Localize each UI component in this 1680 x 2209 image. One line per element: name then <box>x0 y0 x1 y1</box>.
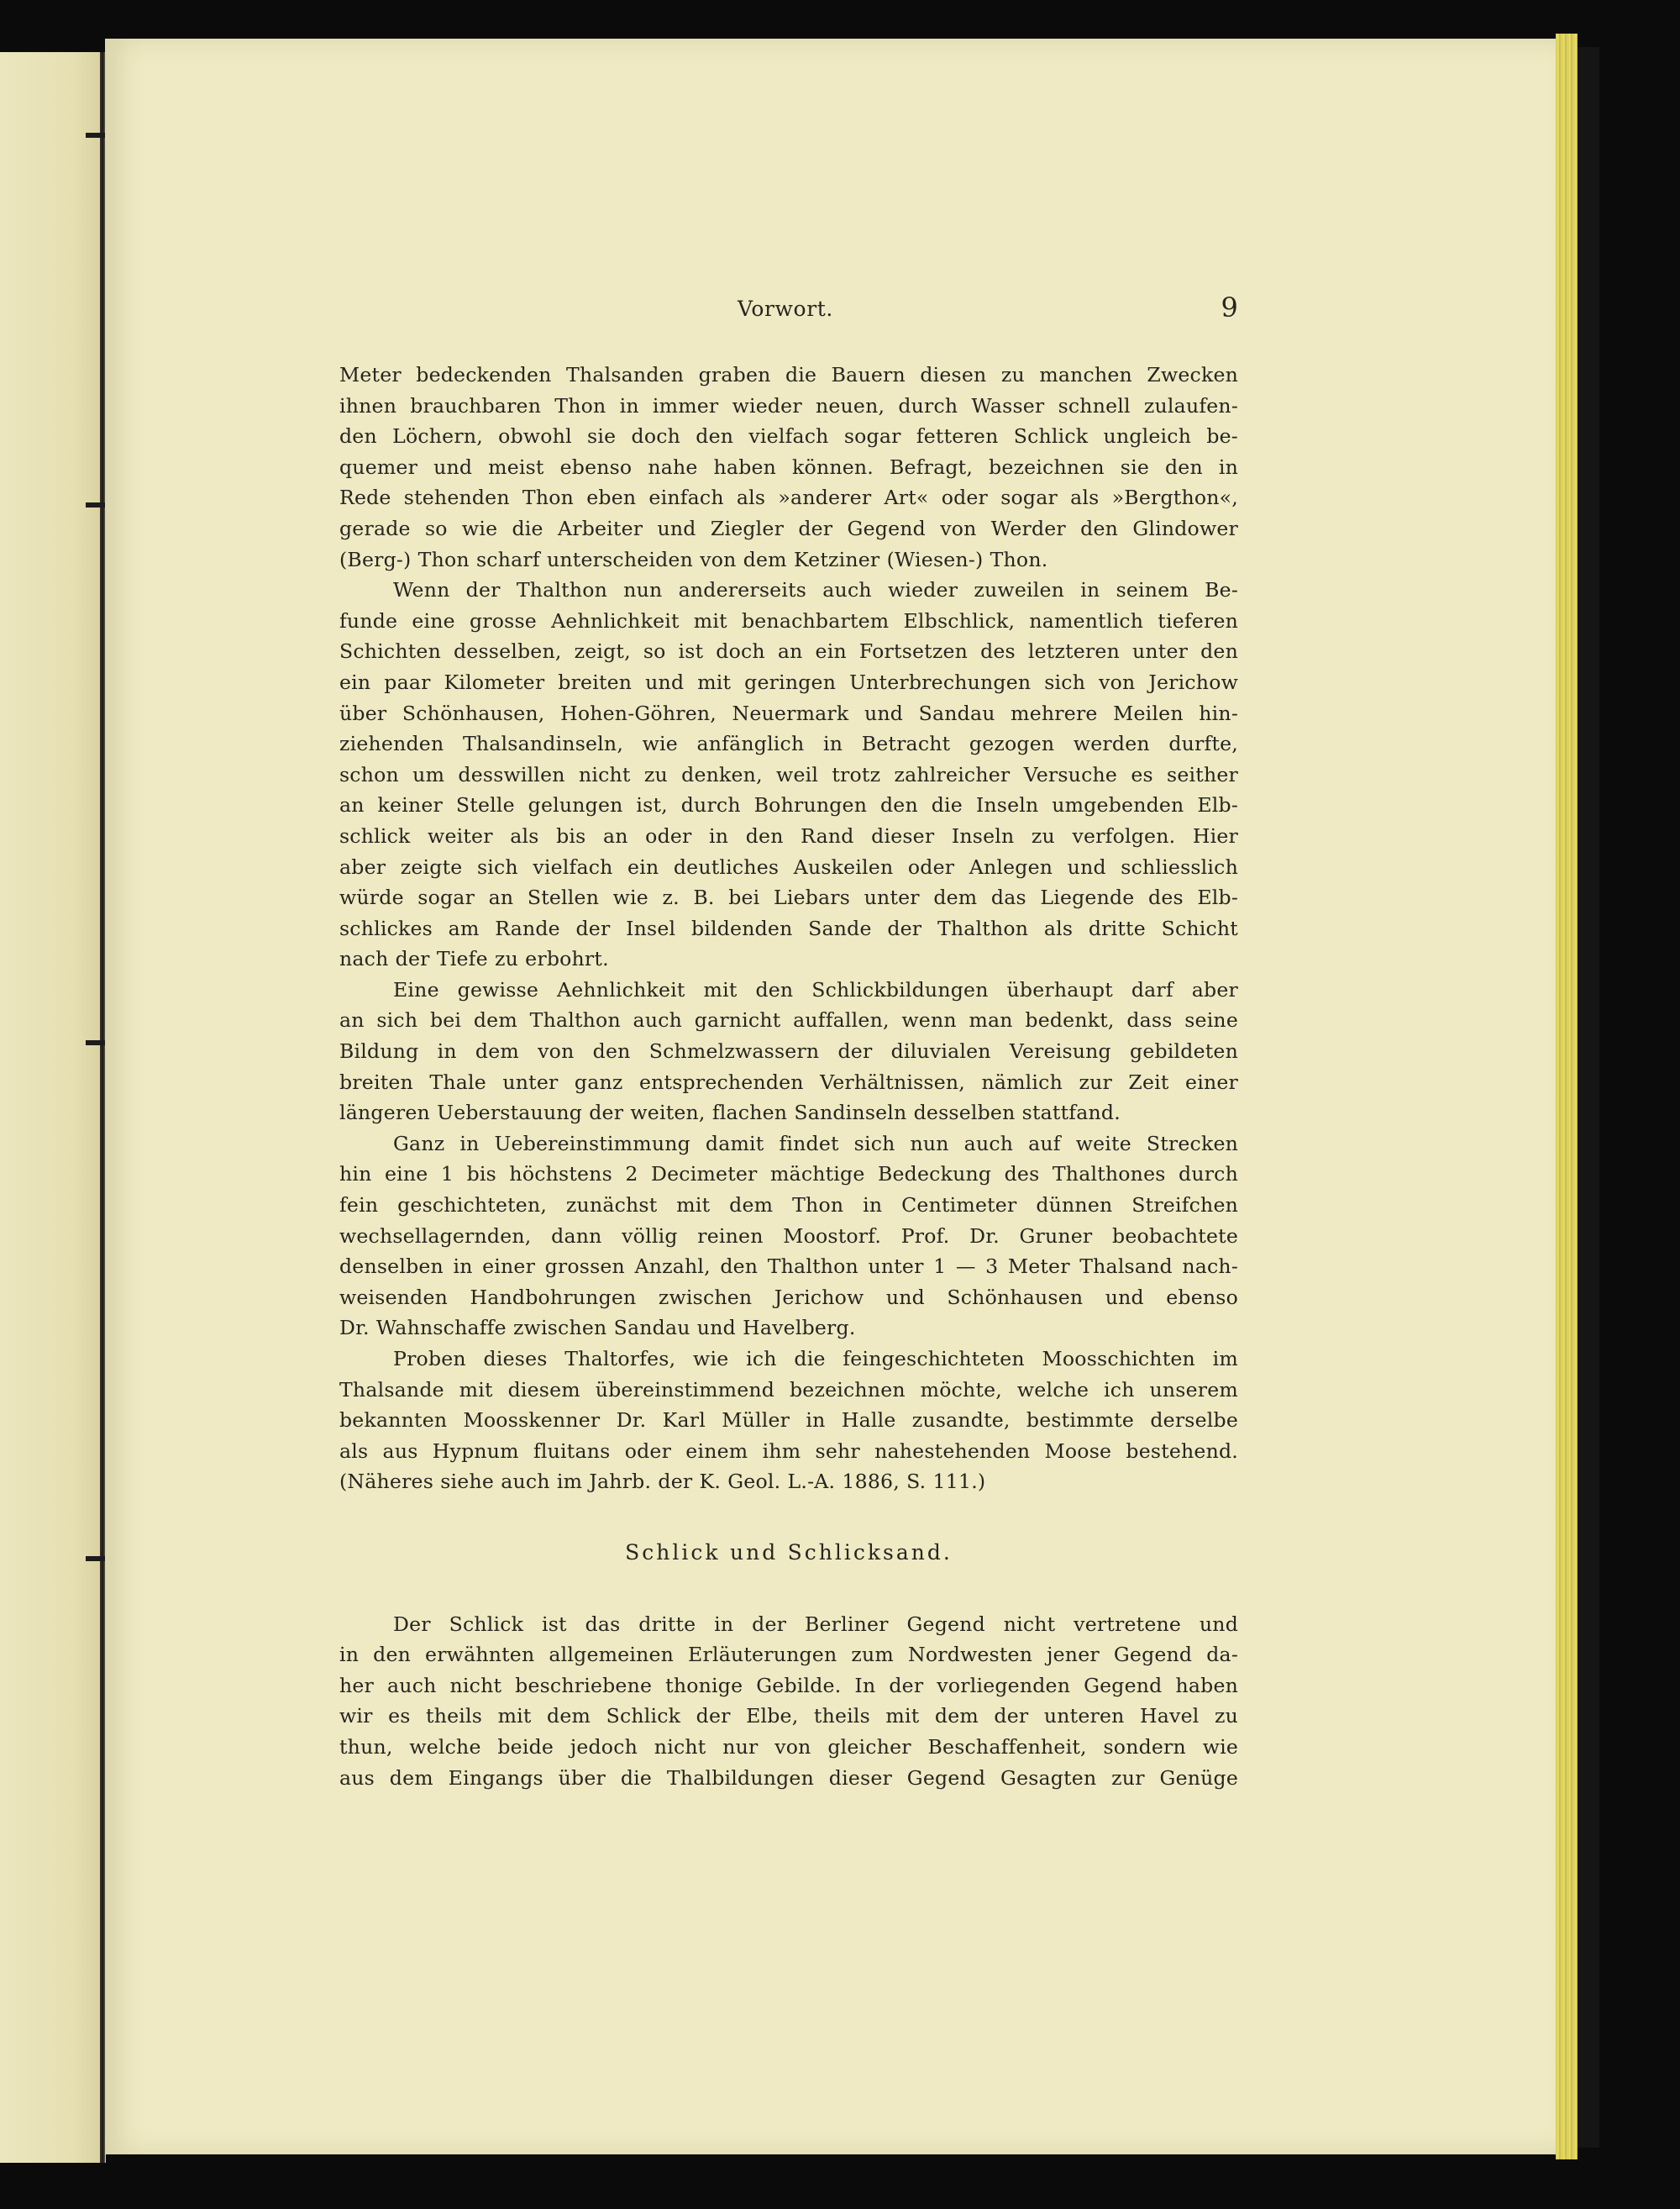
text-line: Thalsande mit diesem übereinstimmend bezeichnen möchte, welche ich unserem <box>339 1377 1238 1402</box>
left-page-margin <box>0 52 106 2163</box>
text-line: quemer und meist ebenso nahe haben können. Befragt, bezeichnen sie den in <box>339 455 1238 479</box>
text-line: ein paar Kilometer breiten und mit geringen Unterbrechungen sich von Jerichow <box>339 670 1238 694</box>
text-line: Dr. Wahnschaffe zwischen Sandau und Havelberg. <box>339 1316 856 1340</box>
text-line: schon um desswillen nicht zu denken, weil trotz zahlreicher Versuche es seither <box>339 762 1238 786</box>
text-line: in den erwähnten allgemeinen Erläuterungen zum Nordwesten jener Gegend da- <box>339 1643 1238 1667</box>
text-line: Eine gewisse Aehnlichkeit mit den Schlickbildungen überhaupt darf aber <box>393 977 1238 1002</box>
paragraph <box>339 575 1238 975</box>
text-line: Bildung in dem von den Schmelzwassern der diluvialen Vereisung gebildeten <box>339 1039 1238 1064</box>
text-line: (Näheres siehe auch im Jahrb. der K. Geol. L.-A. 1886, S. 111.) <box>339 1470 986 1494</box>
text-line: längeren Ueberstauung der weiten, flachen Sandinseln desselben stattfand. <box>339 1101 1121 1125</box>
text-line: denselben in einer grossen Anzahl, den Thalthon unter 1 — 3 Meter Thalsand nach- <box>339 1254 1238 1279</box>
text-line: Ganz in Uebereinstimmung damit findet sich nun auch auf weite Strecken <box>393 1131 1238 1155</box>
text-line: Wenn der Thalthon nun andererseits auch wieder zuweilen in seinem Be- <box>393 578 1238 602</box>
page-edge-stack <box>1556 34 1578 2159</box>
text-line: wechsellagernden, dann völlig reinen Moostorf. Prof. Dr. Gruner beobachtete <box>339 1223 1238 1248</box>
text-line: Der Schlick ist das dritte in der Berliner Gegend nicht vertretene und <box>393 1612 1238 1636</box>
text-line: schlickes am Rande der Insel bildenden Sande der Thalthon als dritte Schicht <box>339 916 1238 940</box>
paragraph <box>339 1128 1238 1344</box>
text-line: den Löchern, obwohl sie doch den vielfach sogar fetteren Schlick ungleich be- <box>339 424 1238 449</box>
text-line: an sich bei dem Thalthon auch garnicht auffallen, wenn man bedenkt, dass seine <box>339 1008 1238 1033</box>
text-line: hin eine 1 bis höchstens 2 Decimeter mächtige Bedeckung des Thalthones durch <box>339 1162 1238 1186</box>
page-edge-shadow <box>1578 47 1599 2148</box>
text-line: breiten Thale unter ganz entsprechenden Verhältnissen, nämlich zur Zeit einer <box>339 1070 1238 1094</box>
running-header <box>339 290 1238 330</box>
text-line: über Schönhausen, Hohen-Göhren, Neuermark und Sandau mehrere Meilen hin- <box>339 701 1238 725</box>
text-line: aus dem Eingangs über die Thalbildungen dieser Gegend Gesagten zur Genüge <box>339 1765 1238 1790</box>
text-line: Proben dieses Thaltorfes, wie ich die feingeschichteten Moosschichten im <box>393 1347 1238 1370</box>
section-heading: Schlick und Schlicksand. <box>625 1539 953 1565</box>
paragraph <box>339 360 1238 575</box>
page-body <box>339 360 1238 1793</box>
paragraph <box>339 1344 1238 1497</box>
text-line: als aus Hypnum fluitans oder einem ihm sehr nahestehenden Moose bestehend. <box>339 1438 1238 1463</box>
text-line: Rede stehenden Thon eben einfach als »anderer Art« oder sogar als »Bergthon«, <box>339 486 1238 510</box>
text-line: würde sogar an Stellen wie z. B. bei Liebars unter dem das Liegende des Elb- <box>339 886 1238 910</box>
text-line: her auch nicht beschriebene thonige Gebilde. In der vorliegenden Gegend haben <box>339 1673 1238 1697</box>
text-line: gerade so wie die Arbeiter und Ziegler der Gegend von Werder den Glindower <box>339 516 1238 540</box>
text-line: aber zeigte sich vielfach ein deutliches Auskeilen oder Anlegen und schliesslich <box>339 855 1238 879</box>
text-line: thun, welche beide jedoch nicht nur von gleicher Beschaffenheit, sondern wie <box>339 1734 1238 1759</box>
running-title: Vorwort. <box>738 297 833 321</box>
text-line: fein geschichteten, zunächst mit dem Thon in Centimeter dünnen Streifchen <box>339 1193 1238 1218</box>
text-line: schlick weiter als bis an oder in den Rand dieser Inseln zu verfolgen. Hier <box>339 823 1238 848</box>
paragraph <box>339 1609 1238 1794</box>
text-line: wir es theils mit dem Schlick der Elbe, theils mit dem der unteren Havel zu <box>339 1704 1238 1728</box>
text-line: funde eine grosse Aehnlichkeit mit benachbartem Elbschlick, namentlich tieferen <box>339 608 1238 633</box>
text-line: nach der Tiefe zu erbohrt. <box>339 947 609 971</box>
page-number: 9 <box>1221 292 1238 323</box>
text-line: Schichten desselben, zeigt, so ist doch an ein Fortsetzen des letzteren unter den <box>339 639 1238 664</box>
text-line: Meter bedeckenden Thalsanden graben die Bauern diesen zu manchen Zwecken <box>339 363 1238 387</box>
text-line: bekannten Moosskenner Dr. Karl Müller in Halle zusandte, bestimmte derselbe <box>339 1408 1238 1433</box>
text-line: an keiner Stelle gelungen ist, durch Bohrungen den die Inseln umgebenden Elb- <box>339 793 1238 818</box>
text-line: ihnen brauchbaren Thon in immer wieder neuen, durch Wasser schnell zulaufen- <box>339 393 1238 418</box>
text-line: weisenden Handbohrungen zwischen Jerichow und Schönhausen und ebenso <box>339 1285 1238 1309</box>
paragraph <box>339 975 1238 1128</box>
text-line: ziehenden Thalsandinseln, wie anfänglich in Betracht gezogen werden durfte, <box>339 732 1238 756</box>
text-line: (Berg-) Thon scharf unterscheiden von dem Ketziner (Wiesen-) Thon. <box>339 547 1048 571</box>
